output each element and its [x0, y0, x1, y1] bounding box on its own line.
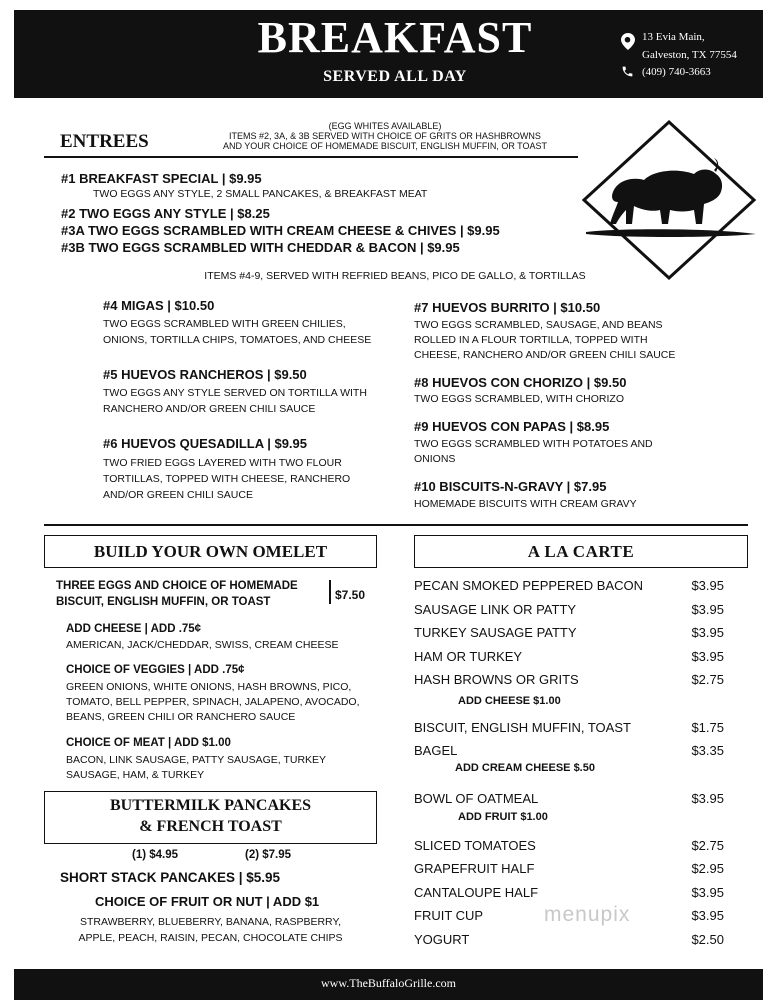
- pancakes-heading-2: & FRENCH TOAST: [139, 818, 282, 835]
- alc-row: [414, 932, 724, 947]
- omelet-cheese-heading: ADD CHEESE | ADD .75¢: [66, 623, 202, 635]
- alc-addon-cheese: ADD CHEESE $1.00: [458, 695, 561, 707]
- alc-item-name: TURKEY SAUSAGE PATTY: [414, 625, 577, 640]
- omelet-heading: BUILD YOUR OWN OMELET: [44, 535, 377, 568]
- alc-item-name: SAUSAGE LINK OR PATTY: [414, 602, 577, 617]
- alc-row: [414, 885, 724, 900]
- alc-row: [414, 649, 724, 664]
- pancakes-heading-1: BUTTERMILK PANCAKES: [109, 797, 312, 814]
- buffalo-logo: [582, 120, 756, 280]
- section-divider: [44, 524, 748, 526]
- alc-item-price: $3.95: [691, 885, 724, 900]
- omelet-veggies-desc-1: GREEN ONIONS, WHITE ONIONS, HASH BROWNS, PICO,: [66, 681, 352, 693]
- phone-icon: [621, 65, 634, 78]
- phone-number: (409) 740-3663: [642, 66, 711, 78]
- entree-8-desc-1: TWO EGGS SCRAMBLED, WITH CHORIZO: [414, 393, 625, 405]
- omelet-base-line-2: BISCUIT, ENGLISH MUFFIN, OR TOAST: [56, 596, 271, 608]
- omelet-meat-heading: CHOICE OF MEAT | ADD $1.00: [66, 737, 231, 749]
- entrees-note-3: AND YOUR CHOICE OF HOMEMADE BISCUIT, ENGLISH MUFFIN, OR TOAST: [222, 141, 548, 151]
- alc-item-name: PECAN SMOKED PEPPERED BACON: [414, 578, 643, 593]
- entree-4-desc-1: TWO EGGS SCRAMBLED WITH GREEN CHILIES,: [103, 318, 346, 330]
- entree-7-desc-2: ROLLED IN A FLOUR TORTILLA, TOPPED WITH: [414, 334, 648, 346]
- address-line-1: 13 Evia Main,: [642, 31, 705, 43]
- alc-item-price: $3.95: [691, 649, 724, 664]
- alc-row: [414, 672, 724, 687]
- alc-addon-cream-cheese: ADD CREAM CHEESE $.50: [455, 762, 595, 774]
- pancakes-price-2: (2) $7.95: [245, 849, 292, 861]
- alc-item-price: $3.95: [691, 625, 724, 640]
- entree-3b-title: #3B TWO EGGS SCRAMBLED WITH CHEDDAR & BACON | $9.95: [61, 240, 460, 255]
- entree-1-desc: TWO EGGS ANY STYLE, 2 SMALL PANCAKES, & BREAKFAST MEAT: [93, 188, 428, 200]
- alc-row: [414, 743, 724, 758]
- location-pin-icon: [621, 33, 635, 50]
- alc-item-price: $3.95: [691, 908, 724, 923]
- entree-6-desc-3: AND/OR GREEN CHILI SAUCE: [103, 489, 253, 501]
- entrees-note-2: ITEMS #2, 3A, & 3B SERVED WITH CHOICE OF GRITS OR HASHBROWNS: [229, 131, 541, 141]
- alc-item-name: SLICED TOMATOES: [414, 838, 536, 853]
- alc-item-price: $3.95: [691, 578, 724, 593]
- entree-9-desc-2: ONIONS: [414, 453, 456, 465]
- alc-item-price: $1.75: [691, 720, 724, 735]
- alc-item-price: $2.95: [691, 861, 724, 876]
- entree-7-title: #7 HUEVOS BURRITO | $10.50: [414, 300, 601, 315]
- short-stack-title: SHORT STACK PANCAKES | $5.95: [60, 870, 281, 885]
- alc-item-name: BISCUIT, ENGLISH MUFFIN, TOAST: [414, 720, 631, 735]
- alc-item-name: YOGURT: [414, 932, 470, 947]
- entree-10-desc-1: HOMEMADE BISCUITS WITH CREAM GRAVY: [414, 498, 637, 510]
- alc-row: [414, 791, 724, 806]
- page-title: BREAKFAST: [257, 13, 533, 62]
- alc-row: [414, 602, 724, 617]
- omelet-base-line-1: THREE EGGS AND CHOICE OF HOMEMADE: [56, 580, 298, 592]
- omelet-veggies-desc-3: BEANS, GREEN CHILI OR RANCHERO SAUCE: [66, 711, 296, 723]
- alc-item-price: $3.95: [691, 791, 724, 806]
- entree-7-desc-3: CHEESE, RANCHERO AND/OR GREEN CHILI SAUCE: [414, 349, 676, 361]
- alc-item-price: $2.75: [691, 838, 724, 853]
- entrees-divider: [44, 156, 578, 158]
- alc-item-name: FRUIT CUP: [414, 908, 484, 923]
- page-subtitle: SERVED ALL DAY: [323, 68, 467, 85]
- fruit-desc-2: APPLE, PEACH, RAISIN, PECAN, CHOCOLATE CHIPS: [78, 932, 343, 944]
- alc-item-name: HASH BROWNS OR GRITS: [414, 672, 579, 687]
- omelet-meat-desc-2: SAUSAGE, HAM, & TURKEY: [66, 769, 205, 781]
- entree-5-title: #5 HUEVOS RANCHEROS | $9.50: [103, 367, 307, 382]
- entree-9-title: #9 HUEVOS CON PAPAS | $8.95: [414, 419, 610, 434]
- fruit-or-nut-heading: CHOICE OF FRUIT OR NUT | ADD $1: [95, 894, 320, 909]
- alc-item-price: $2.75: [691, 672, 724, 687]
- alc-item-price: $3.95: [691, 602, 724, 617]
- entrees-note-1: (EGG WHITES AVAILABLE): [328, 121, 442, 131]
- alc-addon-fruit: ADD FRUIT $1.00: [458, 811, 548, 823]
- a-la-carte-heading: A LA CARTE: [414, 535, 748, 568]
- entree-8-title: #8 HUEVOS CON CHORIZO | $9.50: [414, 375, 627, 390]
- alc-item-name: BOWL OF OATMEAL: [414, 791, 539, 806]
- alc-item-price: $2.50: [691, 932, 724, 947]
- entree-7-desc-1: TWO EGGS SCRAMBLED, SAUSAGE, AND BEANS: [414, 319, 663, 331]
- alc-row: [414, 861, 724, 876]
- alc-item-name: BAGEL: [414, 743, 458, 758]
- entree-1-title: #1 BREAKFAST SPECIAL | $9.95: [61, 171, 262, 186]
- pancakes-price-1: (1) $4.95: [132, 849, 179, 861]
- omelet-meat-desc-1: BACON, LINK SAUSAGE, PATTY SAUSAGE, TURKEY: [66, 754, 327, 766]
- entree-6-desc-2: TORTILLAS, TOPPED WITH CHEESE, RANCHERO: [103, 473, 351, 485]
- alc-row: [414, 838, 724, 853]
- entree-9-desc-1: TWO EGGS SCRAMBLED WITH POTATOES AND: [414, 438, 653, 450]
- alc-item-name: CANTALOUPE HALF: [414, 885, 539, 900]
- entree-6-desc-1: TWO FRIED EGGS LAYERED WITH TWO FLOUR: [103, 457, 342, 469]
- entree-4-title: #4 MIGAS | $10.50: [103, 298, 215, 313]
- fruit-desc-1: STRAWBERRY, BLUEBERRY, BANANA, RASPBERRY,: [79, 916, 342, 928]
- watermark: menupix: [544, 903, 631, 926]
- alc-row: [414, 578, 724, 593]
- alc-row: [414, 720, 724, 735]
- entree-5-desc-2: RANCHERO AND/OR GREEN CHILI SAUCE: [103, 403, 316, 415]
- omelet-veggies-desc-2: TOMATO, BELL PEPPER, SPINACH, JALAPENO, AVOCADO,: [66, 696, 360, 708]
- entrees-note-4-9: ITEMS #4-9, SERVED WITH REFRIED BEANS, PICO DE GALLO, & TORTILLAS: [204, 270, 586, 282]
- footer-website-link[interactable]: www.TheBuffaloGrille.com: [321, 976, 456, 990]
- alc-item-price: $3.35: [691, 743, 724, 758]
- entrees-heading: ENTREES: [60, 131, 149, 152]
- omelet-cheese-desc: AMERICAN, JACK/CHEDDAR, SWISS, CREAM CHEESE: [66, 639, 339, 651]
- entree-3a-title: #3A TWO EGGS SCRAMBLED WITH CREAM CHEESE & CHIVES | $9.95: [61, 223, 500, 238]
- entree-10-title: #10 BISCUITS-N-GRAVY | $7.95: [414, 479, 607, 494]
- alc-item-name: GRAPEFRUIT HALF: [414, 861, 535, 876]
- omelet-base-price: $7.50: [335, 588, 366, 602]
- address-line-2: Galveston, TX 77554: [642, 49, 737, 61]
- omelet-veggies-heading: CHOICE OF VEGGIES | ADD .75¢: [66, 664, 245, 676]
- entree-5-desc-1: TWO EGGS ANY STYLE SERVED ON TORTILLA WITH: [103, 387, 367, 399]
- entree-6-title: #6 HUEVOS QUESADILLA | $9.95: [103, 436, 307, 451]
- omelet-price-divider: [329, 580, 331, 604]
- alc-item-name: HAM OR TURKEY: [414, 649, 523, 664]
- entree-4-desc-2: ONIONS, TORTILLA CHIPS, TOMATOES, AND CHEESE: [103, 334, 372, 346]
- alc-row: [414, 625, 724, 640]
- entree-2-title: #2 TWO EGGS ANY STYLE | $8.25: [61, 206, 270, 221]
